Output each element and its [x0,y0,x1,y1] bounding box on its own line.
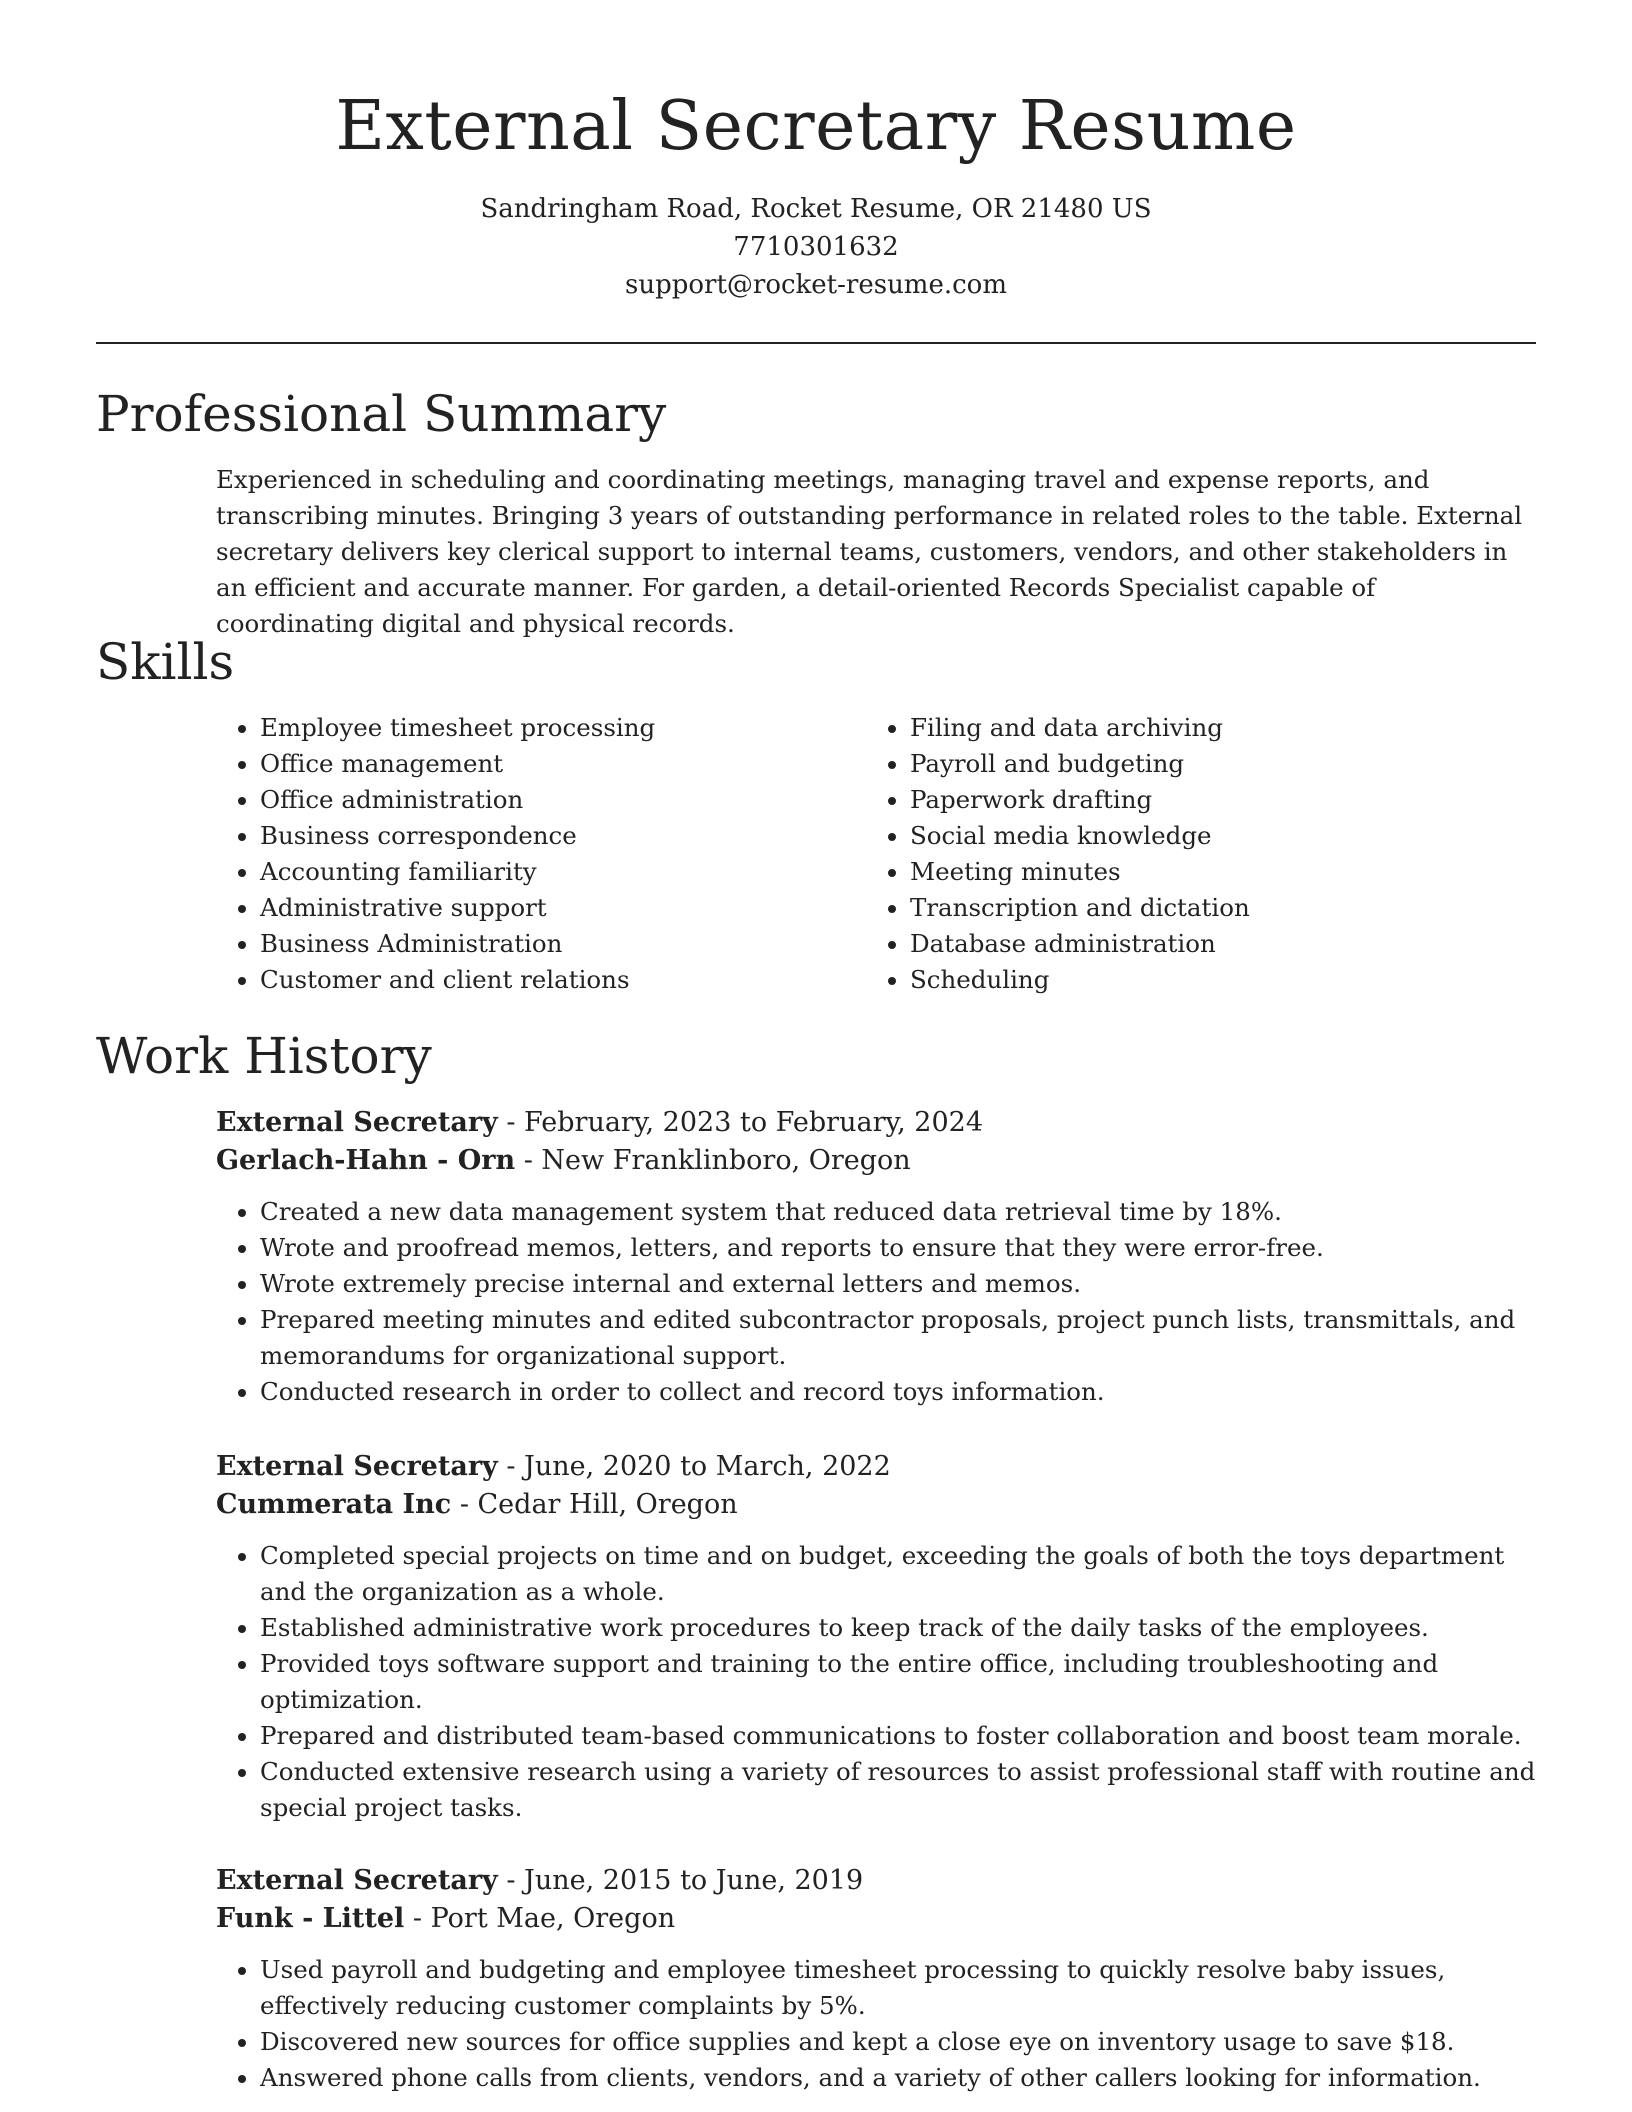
job-dates: - June, 2020 to March, 2022 [497,1451,891,1482]
job-company: Gerlach-Hahn - Orn [216,1145,516,1176]
skill-item: • Office administration [260,782,856,818]
summary-text: Experienced in scheduling and coordinating meetings, managing travel and expense reports, and transcribing minutes. Bringing 3 years of outstanding performance in related roles to the table. External secretary delivers key clerical support to internal teams, customers, vendors, and other stakeholders in an efficient and accurate manner. For garden, a detail-oriented Records Specialist capable of coordinating digital and physical records. [216,465,1523,638]
header-divider [96,342,1536,344]
job-location: - Cedar Hill, Oregon [451,1489,738,1520]
job-dates: - February, 2023 to February, 2024 [497,1107,984,1138]
contact-block [0,190,1632,304]
skill-item: • Payroll and budgeting [910,746,1506,782]
job-bullet: • Completed special projects on time and on budget, exceeding the goals of both the toys department and the organization as a whole. [260,1538,1536,1610]
job-entry [216,1104,1536,1410]
job-title-line [216,1862,1536,1900]
job-bullets [216,1952,1536,2096]
job-title-line [216,1448,1536,1486]
skill-item: • Database administration [910,926,1506,962]
skill-item: • Business Administration [260,926,856,962]
job-bullets [216,1194,1536,1410]
job-bullet: • Conducted research in order to collect and record toys information. [260,1374,1536,1410]
skill-item: • Social media knowledge [910,818,1506,854]
job-bullet: • Provided toys software support and training to the entire office, including troubleshooting and optimization. [260,1646,1536,1718]
job-bullet: • Wrote extremely precise internal and external letters and memos. [260,1266,1536,1302]
job-location: - Port Mae, Oregon [404,1903,676,1934]
skills-left-column [216,710,856,998]
skill-item: • Filing and data archiving [910,710,1506,746]
job-role: External Secretary [216,1865,498,1896]
job-bullet: • Created a new data management system that reduced data retrieval time by 18%. [260,1194,1536,1230]
summary-section [216,462,1536,642]
job-bullet: • Used payroll and budgeting and employee timesheet processing to quickly resolve baby issues, effectively reducing customer complaints by 5%. [260,1952,1536,2024]
job-role: External Secretary [216,1451,498,1482]
summary-heading: Professional Summary [96,385,667,443]
skill-item: • Business correspondence [260,818,856,854]
job-role: External Secretary [216,1107,498,1138]
job-location: - New Franklinboro, Oregon [515,1145,911,1176]
job-company-line [216,1142,1536,1180]
skill-item: • Accounting familiarity [260,854,856,890]
resume-header [0,0,1632,304]
skills-right-column [866,710,1506,998]
job-bullet: • Discovered new sources for office supplies and kept a close eye on inventory usage to save $18. [260,2024,1536,2060]
skill-item: • Meeting minutes [910,854,1506,890]
skill-item: • Customer and client relations [260,962,856,998]
skill-item: • Transcription and dictation [910,890,1506,926]
job-entry [216,1862,1536,2096]
skill-item: • Administrative support [260,890,856,926]
job-title-line [216,1104,1536,1142]
job-company-line [216,1486,1536,1524]
skill-item: • Scheduling [910,962,1506,998]
skill-item: • Employee timesheet processing [260,710,856,746]
job-bullet: • Established administrative work procedures to keep track of the daily tasks of the employees. [260,1610,1536,1646]
email: support@rocket-resume.com [624,270,1007,300]
job-company: Funk - Littel [216,1903,405,1934]
job-bullet: • Prepared and distributed team-based communications to foster collaboration and boost team morale. [260,1718,1536,1754]
skills-list-left [216,710,856,998]
job-company-line [216,1900,1536,1938]
job-bullet: • Wrote and proofread memos, letters, and reports to ensure that they were error-free. [260,1230,1536,1266]
job-bullet: • Conducted extensive research using a variety of resources to assist professional staff with routine and special project tasks. [260,1754,1536,1826]
phone: 7710301632 [733,232,899,262]
address: Sandringham Road, Rocket Resume, OR 21480 US [480,194,1152,224]
skills-heading: Skills [96,633,235,691]
skill-item: • Paperwork drafting [910,782,1506,818]
resume-title: External Secretary Resume [335,87,1297,166]
skill-item: • Office management [260,746,856,782]
work-history-heading: Work History [96,1027,432,1085]
job-bullet: • Prepared meeting minutes and edited subcontractor proposals, project punch lists, transmittals, and memorandums for organizational support. [260,1302,1536,1374]
job-bullets [216,1538,1536,1826]
job-dates: - June, 2015 to June, 2019 [497,1865,864,1896]
skills-list-right [866,710,1506,998]
job-company: Cummerata Inc [216,1489,452,1520]
job-entry [216,1448,1536,1826]
job-bullet: • Answered phone calls from clients, vendors, and a variety of other callers looking for information. [260,2060,1536,2096]
